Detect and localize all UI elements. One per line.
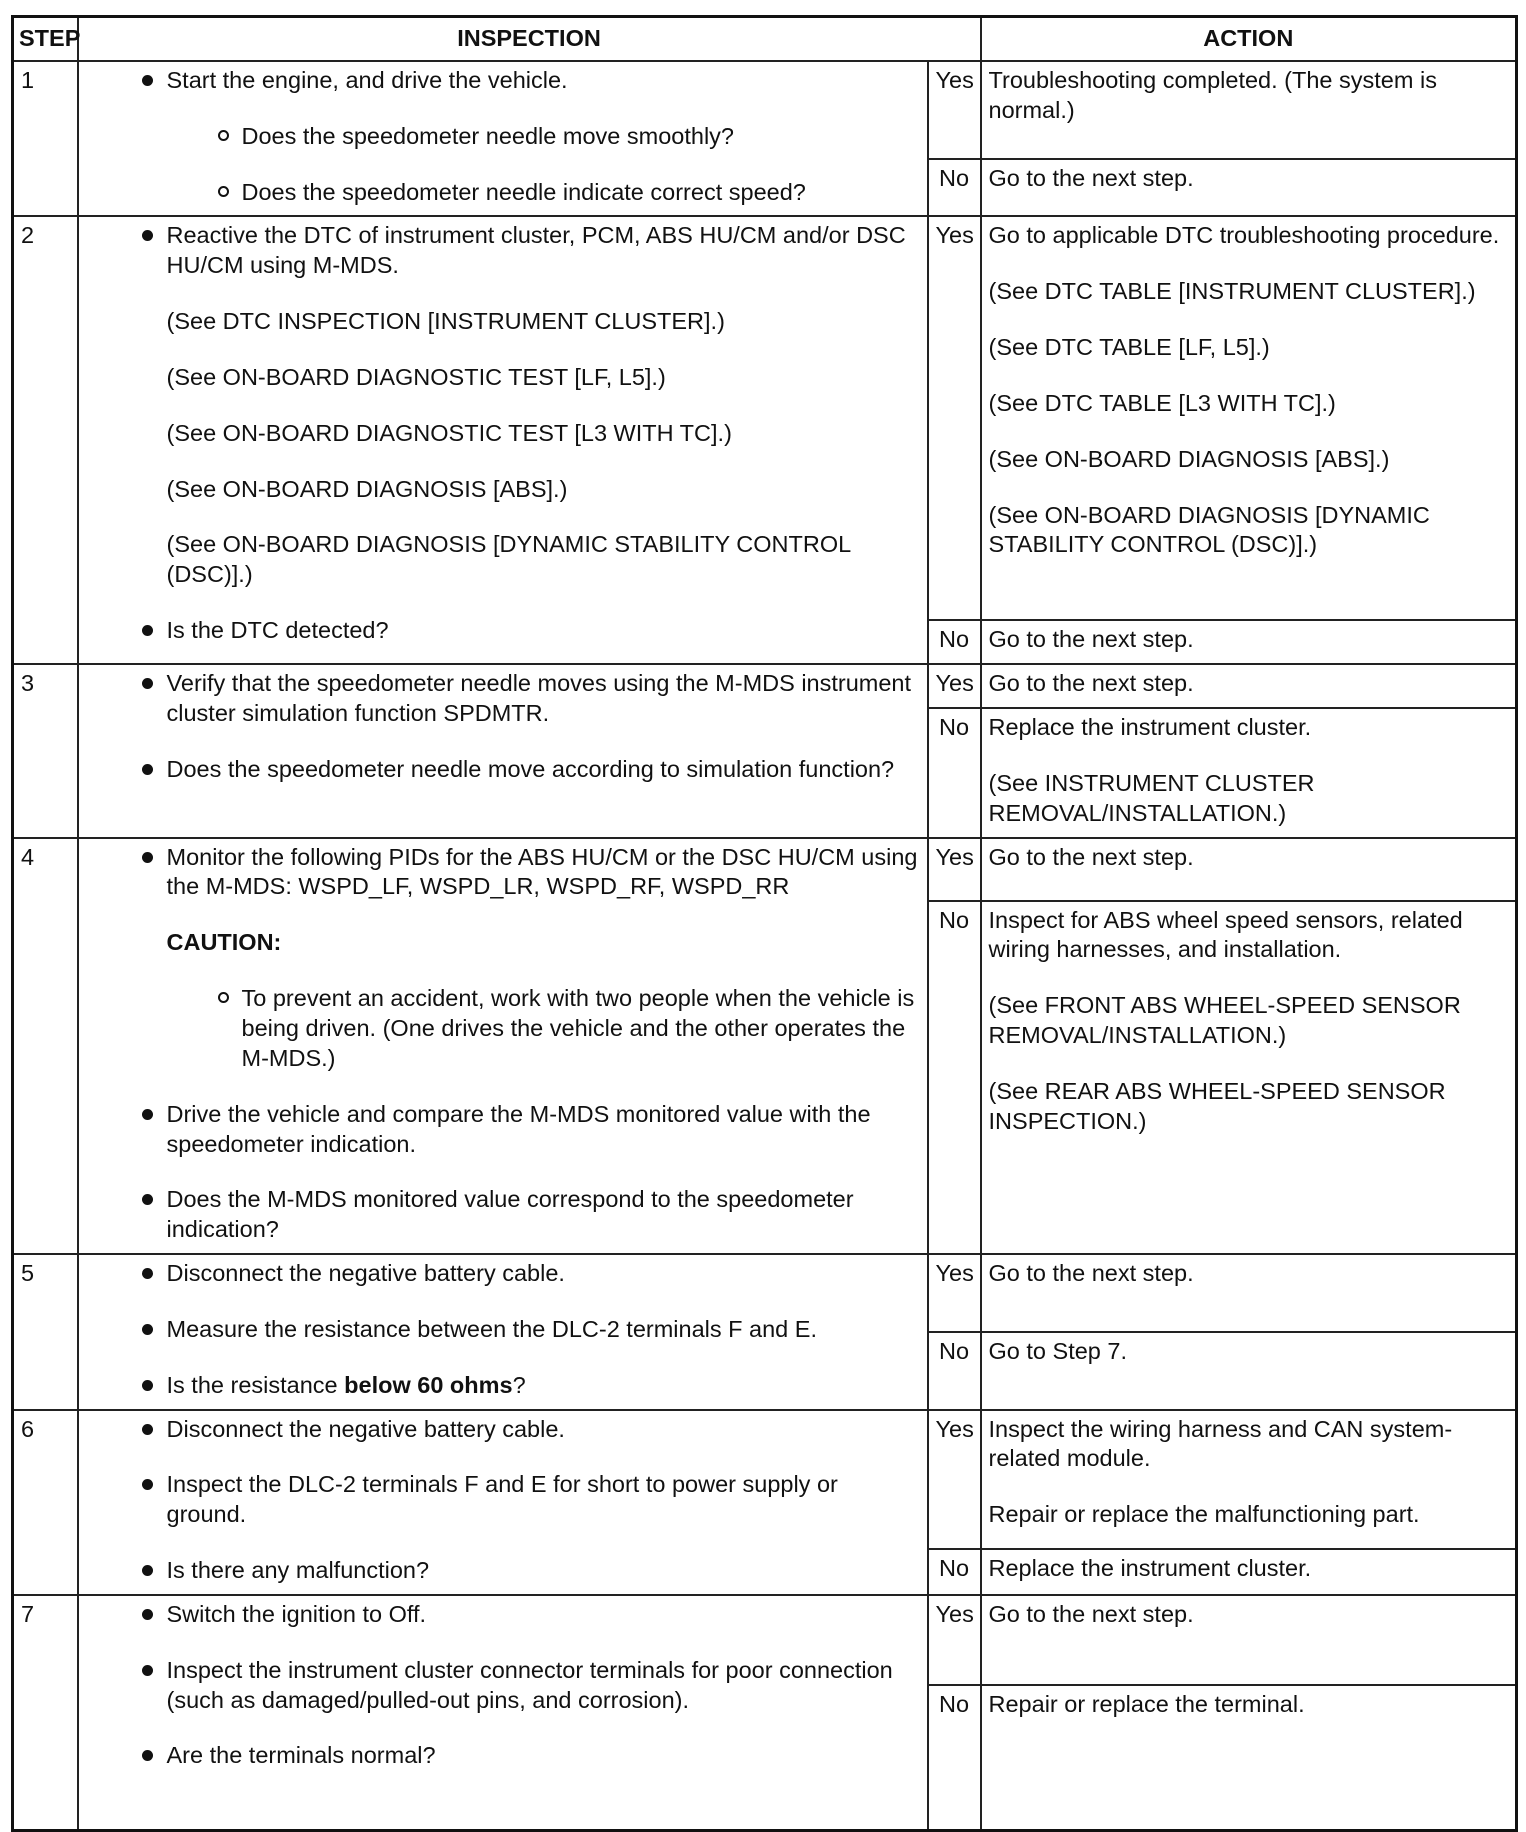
inspection-text: Disconnect the negative battery cable. (166, 1260, 565, 1287)
inspection-text: (See DTC INSPECTION [INSTRUMENT CLUSTER].) (166, 308, 725, 335)
no-action-cell (981, 1685, 1517, 1831)
no-action-cell (981, 901, 1517, 1254)
no-action-text: Repair or replace the terminal. (988, 1690, 1305, 1717)
diagnostic-table (11, 15, 1518, 1832)
no-action-text: (See INSTRUMENT CLUSTER REMOVAL/INSTALLATION.) (988, 769, 1315, 826)
inspection-bullet (86, 1415, 920, 1445)
inspection-bullet (86, 1556, 920, 1586)
inspection-text: Switch the ignition to Off. (166, 1600, 427, 1627)
table-row (13, 1254, 1517, 1332)
inspection-bullet (86, 221, 920, 281)
inspection-text: To prevent an accident, work with two people when the vehicle is being driven. (One drives the vehicle and the other operates the M-MDS.) (241, 985, 915, 1071)
yes-label: Yes (928, 664, 981, 708)
inspection-text: Does the speedometer needle indicate correct speed? (241, 178, 806, 205)
inspection-text: (See ON-BOARD DIAGNOSIS [DYNAMIC STABILITY CONTROL (DSC)].) (166, 531, 851, 588)
yes-action-text: Inspect the wiring harness and CAN system-related module. (988, 1415, 1453, 1472)
inspection-bullet (86, 66, 920, 96)
inspection-text: Drive the vehicle and compare the M-MDS monitored value with the speedometer indication. (166, 1100, 871, 1157)
table-row (13, 838, 1517, 901)
inspection-text: Verify that the speedometer needle moves using the M-MDS instrument cluster simulation function SPDMTR. (166, 670, 912, 727)
no-label: No (928, 1332, 981, 1410)
inspection-text: Reactive the DTC of instrument cluster, PCM, ABS HU/CM and/or DSC HU/CM using M-MDS. (166, 222, 906, 279)
inspection-reference (86, 419, 920, 449)
inspection-bullet (86, 1656, 920, 1716)
inspection-bullet (86, 1315, 920, 1345)
inspection-cell (78, 838, 928, 1254)
step-number: 1 (13, 61, 78, 217)
no-label: No (928, 1685, 981, 1831)
no-action-cell (981, 620, 1517, 664)
yes-action-text: Troubleshooting completed. (The system is normal.) (988, 66, 1437, 123)
inspection-bullet (86, 1100, 920, 1160)
yes-action-cell (981, 1595, 1517, 1685)
yes-action-text: Repair or replace the malfunctioning part. (988, 1501, 1420, 1528)
yes-action-cell (981, 1254, 1517, 1332)
table-row (13, 1595, 1517, 1685)
no-action-text: Go to Step 7. (988, 1337, 1127, 1364)
inspection-cell (78, 1254, 928, 1410)
yes-action-cell (981, 664, 1517, 708)
caution-label (86, 928, 920, 958)
inspection-bullet (86, 1741, 920, 1771)
inspection-text: (See ON-BOARD DIAGNOSIS [ABS].) (166, 475, 568, 502)
inspection-text: Does the speedometer needle move smoothly? (241, 122, 734, 149)
table-row (13, 664, 1517, 708)
inspection-text: Does the M-MDS monitored value correspond to the speedometer indication? (166, 1186, 854, 1243)
yes-action-cell (981, 61, 1517, 160)
step-number: 6 (13, 1410, 78, 1595)
inspection-text: Inspect the DLC-2 terminals F and E for short to power supply or ground. (166, 1471, 838, 1528)
no-action-text: Go to the next step. (988, 165, 1194, 192)
inspection-reference (86, 475, 920, 505)
inspection-bullet (86, 843, 920, 903)
inspection-cell (78, 1595, 928, 1831)
no-action-cell (981, 1549, 1517, 1595)
yes-action-cell (981, 1410, 1517, 1549)
inspection-bullet (86, 1185, 920, 1245)
no-action-text: Go to the next step. (988, 626, 1194, 653)
inspection-bullet (86, 616, 920, 646)
yes-action-text: Go to applicable DTC troubleshooting procedure. (988, 222, 1500, 249)
inspection-cell (78, 1410, 928, 1595)
yes-action-text: (See DTC TABLE [L3 WITH TC].) (988, 389, 1336, 416)
no-label: No (928, 620, 981, 664)
yes-action-text: Go to the next step. (988, 1260, 1194, 1287)
step-number: 5 (13, 1254, 78, 1410)
inspection-text: Inspect the instrument cluster connector terminals for poor connection (such as damaged/pulled-out pins, and corrosion). (166, 1656, 893, 1713)
inspection-text: Monitor the following PIDs for the ABS HU/CM or the DSC HU/CM using the M-MDS: WSPD_LF, WSPD_LR, WSPD_RF, WSPD_RR (166, 843, 918, 900)
step-number: 4 (13, 838, 78, 1254)
no-action-text: (See REAR ABS WHEEL-SPEED SENSOR INSPECTION.) (988, 1077, 1446, 1134)
header-row (13, 17, 1517, 61)
inspection-reference (86, 530, 920, 590)
inspection-text: Is the resistance (166, 1371, 345, 1398)
step-number: 2 (13, 216, 78, 664)
no-label: No (928, 708, 981, 838)
header-action: ACTION (981, 17, 1517, 61)
yes-label: Yes (928, 838, 981, 901)
no-label: No (928, 159, 981, 216)
inspection-text: Does the speedometer needle move according to simulation function? (166, 755, 895, 782)
yes-action-text: (See DTC TABLE [INSTRUMENT CLUSTER].) (988, 278, 1476, 305)
inspection-text: Measure the resistance between the DLC-2 terminals F and E. (166, 1315, 817, 1342)
step-number: 3 (13, 664, 78, 837)
no-action-cell (981, 708, 1517, 838)
no-action-cell (981, 159, 1517, 216)
inspection-text: (See ON-BOARD DIAGNOSTIC TEST [L3 WITH TC].) (166, 419, 732, 446)
yes-action-text: Go to the next step. (988, 1600, 1194, 1627)
inspection-bullet (86, 1470, 920, 1530)
inspection-sub-bullet (86, 122, 920, 152)
yes-label: Yes (928, 1410, 981, 1549)
inspection-text: Disconnect the negative battery cable. (166, 1415, 565, 1442)
no-label: No (928, 1549, 981, 1595)
inspection-cell (78, 216, 928, 664)
table-row (13, 216, 1517, 620)
inspection-text: Start the engine, and drive the vehicle. (166, 66, 568, 93)
no-action-text: Replace the instrument cluster. (988, 1554, 1312, 1581)
inspection-bullet (86, 1259, 920, 1289)
inspection-text: Is the DTC detected? (166, 617, 389, 644)
inspection-text: (See ON-BOARD DIAGNOSTIC TEST [LF, L5].) (166, 363, 666, 390)
step-number: 7 (13, 1595, 78, 1831)
yes-action-text: Go to the next step. (988, 670, 1194, 697)
yes-action-cell (981, 838, 1517, 901)
inspection-bullet (86, 669, 920, 729)
no-action-text: Replace the instrument cluster. (988, 714, 1312, 741)
yes-action-text: Go to the next step. (988, 843, 1194, 870)
inspection-reference (86, 307, 920, 337)
yes-action-text: (See DTC TABLE [LF, L5].) (988, 334, 1270, 361)
yes-action-text: (See ON-BOARD DIAGNOSIS [ABS].) (988, 445, 1390, 472)
inspection-text: Are the terminals normal? (166, 1742, 436, 1769)
yes-label: Yes (928, 61, 981, 160)
inspection-cell (78, 61, 928, 217)
table-row (13, 1410, 1517, 1549)
inspection-bullet (86, 1600, 920, 1630)
yes-label: Yes (928, 1254, 981, 1332)
inspection-reference (86, 363, 920, 393)
inspection-text: CAUTION: (166, 929, 282, 956)
inspection-bold-text: below 60 ohms (344, 1371, 513, 1398)
header-step: STEP (13, 17, 78, 61)
yes-action-text: (See ON-BOARD DIAGNOSIS [DYNAMIC STABILITY CONTROL (DSC)].) (988, 501, 1430, 558)
inspection-cell (78, 664, 928, 837)
inspection-sub-bullet (86, 178, 920, 208)
table-row (13, 61, 1517, 160)
yes-label: Yes (928, 216, 981, 620)
no-action-text: Inspect for ABS wheel speed sensors, related wiring harnesses, and installation. (988, 906, 1463, 963)
inspection-bullet (86, 1371, 920, 1401)
header-inspection: INSPECTION (78, 17, 981, 61)
no-action-cell (981, 1332, 1517, 1410)
inspection-sub-bullet (86, 984, 920, 1074)
yes-label: Yes (928, 1595, 981, 1685)
inspection-bullet (86, 755, 920, 785)
yes-action-cell (981, 216, 1517, 620)
table-body (13, 61, 1517, 1831)
no-label: No (928, 901, 981, 1254)
inspection-text: Is there any malfunction? (166, 1557, 430, 1584)
inspection-text-after: ? (512, 1371, 526, 1398)
no-action-text: (See FRONT ABS WHEEL-SPEED SENSOR REMOVAL/INSTALLATION.) (988, 992, 1461, 1049)
